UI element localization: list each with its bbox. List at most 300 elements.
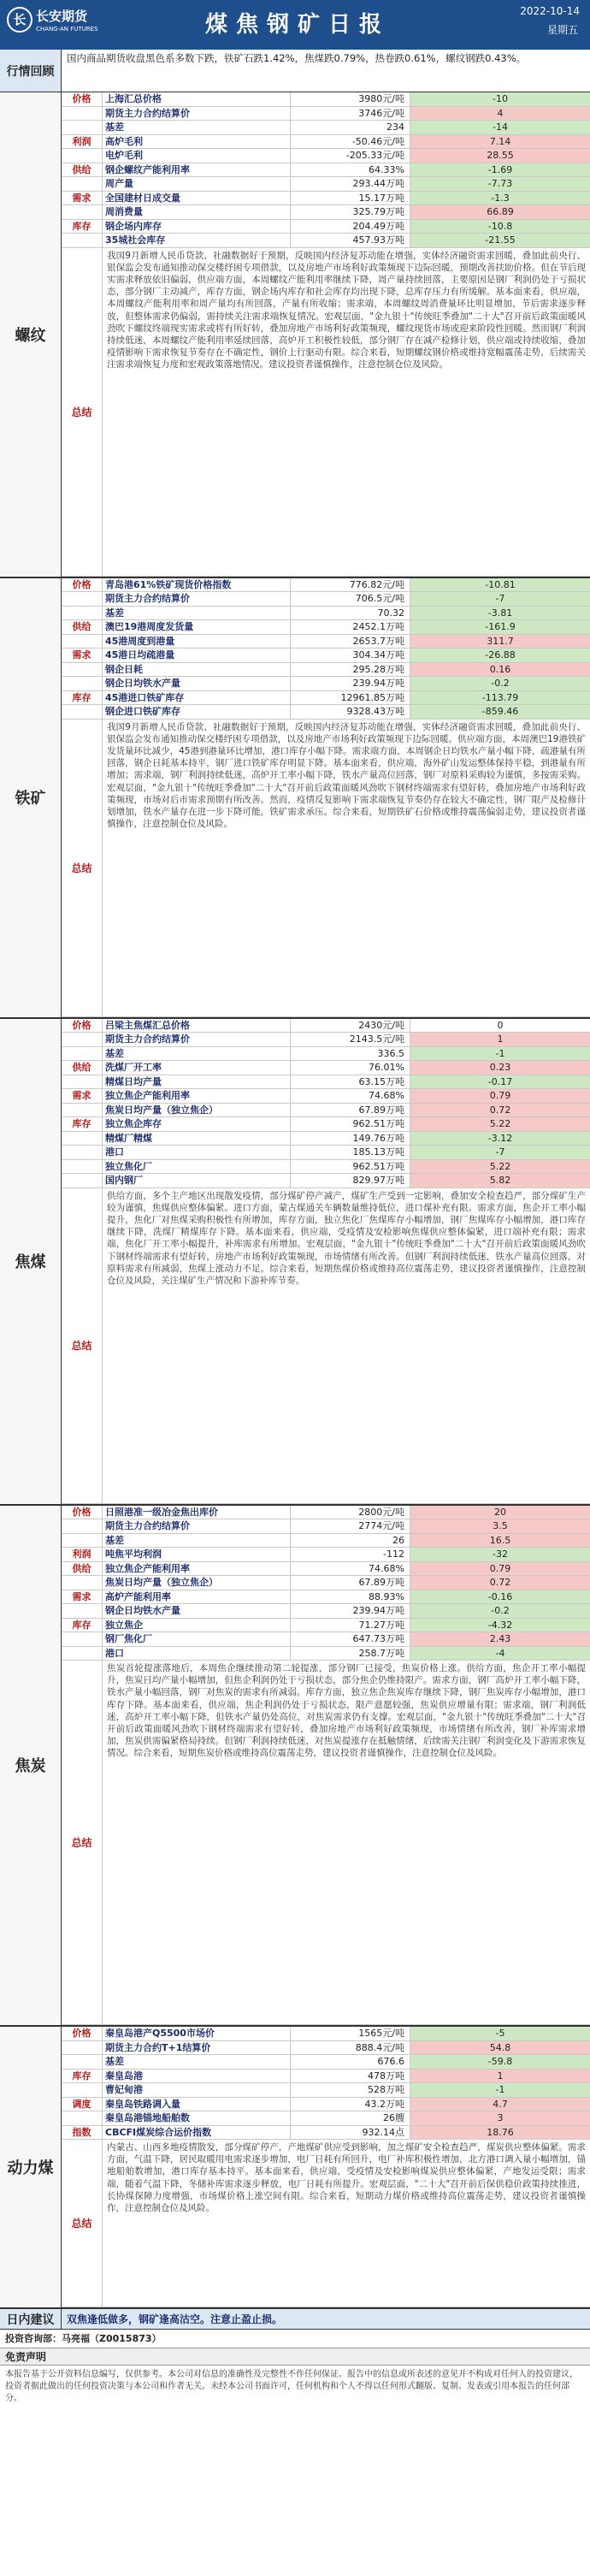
- row-category: [62, 1632, 103, 1646]
- market-review: [0, 50, 590, 92]
- row-change: -1.69: [410, 163, 590, 177]
- row-change: -14: [410, 121, 590, 134]
- table-row: [62, 192, 590, 206]
- row-value: 776.82元/吨: [291, 578, 410, 592]
- row-indicator: 钢企日均铁水产量: [103, 1604, 291, 1618]
- table-row: [62, 592, 590, 607]
- row-change: 5.22: [410, 1117, 590, 1131]
- row-value: -205.33元/吨: [291, 149, 410, 163]
- row-value: 74.68%: [291, 1089, 410, 1103]
- table-row: [62, 121, 590, 135]
- table-row: [62, 1019, 590, 1033]
- row-category: [62, 1534, 103, 1548]
- row-value: 706.5元/吨: [291, 592, 410, 606]
- summary-label: 总结: [62, 2140, 103, 2307]
- row-value: -112: [291, 1548, 410, 1561]
- row-change: 5.82: [410, 1174, 590, 1187]
- row-value: 1565元/吨: [291, 2027, 410, 2040]
- row-indicator: 钢厂焦化厂: [103, 1632, 291, 1646]
- row-indicator: 期货主力合约结算价: [103, 592, 291, 606]
- row-change: -10.8: [410, 220, 590, 234]
- row-indicator: CBCFI煤炭综合运价指数: [103, 2126, 291, 2140]
- row-change: 3.5: [410, 1519, 590, 1533]
- summary-text: 我国9月新增人民币贷款、社融数据好于预期，反映国内经济复苏动能在增强，实体经济融资需求回暖，叠加此前央行、银保监会发布通知推动保交楼纾困专项借款，以及房地产市场利好政策频现下边际回暖，预期改善扶助价格。但在节后现实需求释放依旧偏弱，供应端方面，本周螺纹产能利用率继续下降，周产量持续回落，主要原因是钢厂利润仍处于亏损状态，部分钢厂主动减产，库存方面，钢企场内库存和社会库存均出现下降，总库存压力有所缓解。基本面来看，供应端，本周螺纹产能利用率和周产量均有所回落，产量有所收缩；需求端，本周螺纹周消费量环比明显增加，节后需求逐步释放，但整体需求仍偏弱，需持续关注需求端恢复情况。宏观层面，"金九银十"传统旺季叠加"二十大"召开前后政策面暖风劲吹下螺纹终端现实需求或将有所好转，叠加房地产市场利好政策频现，螺纹现货市场或迎来阶段性回暖。然而钢厂利润持续低迷，本周螺纹产能利用率延续回落，高炉开工积极性较低，部分钢厂存在减产检修计划，供应端或持续收缩，叠加疫情影响下需求恢复节奏存在不确定性，钢价上行驱动有限。综合来看，短期螺纹钢价格或维持宽幅震荡走势，后续需关注需求端恢复力度和宏观政策落地情况。建议投资者谨慎操作，注意控制仓位及风险。: [107, 250, 586, 370]
- row-category: [62, 677, 103, 690]
- row-change: 0: [410, 1019, 590, 1033]
- section-label: 铁矿: [0, 578, 62, 1017]
- row-value: 2143.5元/吨: [291, 1033, 410, 1046]
- row-change: 0.79: [410, 1089, 590, 1103]
- row-indicator: 基差: [103, 121, 291, 134]
- row-change: -0.2: [410, 1604, 590, 1618]
- report-header: [0, 0, 590, 50]
- row-indicator: 35城社会库存: [103, 234, 291, 247]
- row-category: [62, 635, 103, 648]
- row-indicator: 澳巴19港周度发货量: [103, 620, 291, 634]
- table-row: [62, 92, 590, 107]
- table-row: [62, 2126, 590, 2141]
- report-title: 煤焦钢矿日报: [205, 12, 391, 38]
- row-category: 供给: [62, 1061, 103, 1075]
- table-row: [62, 1576, 590, 1590]
- row-value: 64.33%: [291, 163, 410, 177]
- table-row: [62, 663, 590, 678]
- row-change: -0.16: [410, 1590, 590, 1604]
- row-value: 67.89万吨: [291, 1576, 410, 1590]
- row-indicator: 焦炭日均产量（独立焦企）: [103, 1104, 291, 1117]
- row-category: [62, 2041, 103, 2055]
- row-value: 239.94万吨: [291, 677, 410, 690]
- row-category: 供给: [62, 620, 103, 634]
- row-change: 7.14: [410, 135, 590, 149]
- row-indicator: 独立焦企产能利用率: [103, 1562, 291, 1576]
- analyst-line: 投资咨询部：马亮福（Z0015873）: [0, 2330, 590, 2348]
- row-category: [62, 1132, 103, 1146]
- table-row: [62, 578, 590, 593]
- row-change: -3.12: [410, 1132, 590, 1146]
- row-value: 2452.1万吨: [291, 620, 410, 634]
- summary-text: 供给方面，多个主产地区出现散发疫情，部分煤矿停产减产，煤矿生产受到一定影响，叠加安全检查趋严，部分煤矿生产较为谨慎，焦煤供应整体偏紧。进口方面，蒙古煤通关车辆数量维持低位，进口煤补充有限。需求方面，焦企开工率小幅提升，焦化厂对焦煤采购积极性有所增加，库存方面，独立焦化厂焦煤库存小幅增加，钢厂焦煤库存小幅增加，港口库存继续下降，洗煤厂精煤库存下降。基本面来看，供应端，受疫情及安检影响焦煤供应整体偏紧，进口端补充有限；需求端，焦化厂开工率小幅提升，补库需求有所增加。宏观层面，"金九银十"传统旺季叠加"二十大"召开前后政策面暖风劲吹下钢材终端需求有望好转，房地产市场利好政策频现，市场情绪有所改善。但钢厂利润持续低迷，铁水产量高位回落，对原料需求有所减弱，焦煤上涨动力不足。综合来看，短期焦煤价格或维持高位震荡走势，建议投资者谨慎操作，注意控制仓位及风险，关注煤矿生产情况和下游补库节奏。: [107, 1190, 586, 1286]
- row-change: 16.5: [410, 1534, 590, 1548]
- row-indicator: 钢企日均铁水产量: [103, 677, 291, 690]
- company-logo: [7, 5, 98, 43]
- row-indicator: 钢企场内库存: [103, 220, 291, 234]
- table-row: [62, 1160, 590, 1175]
- row-category: [62, 1104, 103, 1117]
- market-review-text: 国内商品期货收盘黑色系多数下跌，铁矿石跌1.42%，焦煤跌0.79%，热卷跌0.61%，螺纹钢跌0.43%。: [67, 52, 527, 64]
- row-change: 0.23: [410, 1061, 590, 1075]
- table-row: [62, 1089, 590, 1104]
- table-row: [62, 107, 590, 121]
- row-value: 185.13万吨: [291, 1146, 410, 1159]
- section-body: [62, 1019, 590, 1504]
- row-indicator: 青岛港61%铁矿现货价格指数: [103, 578, 291, 592]
- row-category: 调度: [62, 2098, 103, 2111]
- row-category: 指数: [62, 2126, 103, 2140]
- row-value: 304.34万吨: [291, 648, 410, 662]
- row-indicator: 焦炭日均产量（独立焦企）: [103, 1576, 291, 1590]
- row-category: 价格: [62, 1506, 103, 1519]
- table-row: [62, 1519, 590, 1534]
- row-change: -5: [410, 2027, 590, 2040]
- section-label: 焦炭: [0, 1506, 62, 2026]
- section-body: [62, 1506, 590, 2026]
- table-row: [62, 691, 590, 706]
- section-summary: [62, 720, 590, 1017]
- row-change: -1.3: [410, 192, 590, 205]
- intraday-advice-label: 日内建议: [0, 2309, 62, 2329]
- row-value: 258.7万吨: [291, 1647, 410, 1661]
- table-row: [62, 1174, 590, 1188]
- row-change: 1: [410, 1033, 590, 1046]
- row-value: 74.68%: [291, 1562, 410, 1576]
- market-review-label: 行情回顾: [0, 50, 62, 92]
- row-value: 204.49万吨: [291, 220, 410, 234]
- row-indicator: 电炉毛利: [103, 149, 291, 163]
- row-category: [62, 1604, 103, 1618]
- row-category: 价格: [62, 578, 103, 592]
- section-summary: [62, 248, 590, 577]
- row-value: 9328.43万吨: [291, 705, 410, 719]
- row-change: 20: [410, 1506, 590, 1519]
- row-indicator: 秦皇岛港锚地船舶数: [103, 2111, 291, 2125]
- row-category: 供给: [62, 1562, 103, 1576]
- commodity-sections: [0, 92, 590, 2309]
- section-body: [62, 578, 590, 1017]
- section-summary: [62, 1661, 590, 2025]
- row-value: 234: [291, 121, 410, 134]
- row-change: 0.79: [410, 1562, 590, 1576]
- table-row: [62, 1117, 590, 1132]
- table-row: [62, 1548, 590, 1562]
- table-row: [62, 635, 590, 649]
- row-change: -26.88: [410, 648, 590, 662]
- table-row: [62, 607, 590, 621]
- table-row: [62, 149, 590, 163]
- row-change: -59.8: [410, 2055, 590, 2069]
- section-coke: [0, 1506, 590, 2028]
- row-change: -0.17: [410, 1075, 590, 1089]
- table-row: [62, 1619, 590, 1633]
- row-category: [62, 607, 103, 620]
- logo-name: 长安期货: [36, 9, 88, 24]
- section-body: [62, 2027, 590, 2307]
- row-category: 需求: [62, 1590, 103, 1604]
- row-value: 932.14点: [291, 2126, 410, 2140]
- row-value: 295.28万吨: [291, 663, 410, 677]
- table-row: [62, 1132, 590, 1146]
- row-category: 利润: [62, 1548, 103, 1561]
- table-row: [62, 705, 590, 720]
- summary-text: 内蒙古、山西多地疫情散发，部分煤矿停产，产地煤矿供应受到影响，加之煤矿安全检查趋严，煤炭供应整体偏紧。需求方面，气温下降，居民取暖用电需求逐步增加，电厂日耗有所回升，电厂补库积极性增加，北方港口调入量小幅增加，锚地船舶数增加，港口库存基本持平。基本面来看，供应端，受疫情及安检影响煤炭供应整体偏紧，产地发运受限；需求端，随着气温下降，冬储补库需求逐步释放，电厂日耗有所提升。宏观层面，"二十大"召开前后保供稳价政策持续推进，长协煤保障力度增强，市场煤价格上涨空间有限。综合来看，短期动力煤价格或维持高位震荡走势，建议投资者谨慎操作，注意控制仓位及风险。: [107, 2142, 586, 2214]
- row-change: 66.89: [410, 205, 590, 219]
- row-category: [62, 1075, 103, 1089]
- section-label: 螺纹: [0, 92, 62, 577]
- row-category: [62, 234, 103, 247]
- table-row: [62, 1506, 590, 1520]
- row-change: 28.55: [410, 149, 590, 163]
- row-change: -859.46: [410, 705, 590, 719]
- row-category: 库存: [62, 1117, 103, 1131]
- row-category: [62, 107, 103, 121]
- table-row: [62, 2111, 590, 2126]
- row-indicator: 独立焦企产能利用率: [103, 1089, 291, 1103]
- intraday-advice: [0, 2309, 590, 2330]
- row-change: -7: [410, 1146, 590, 1159]
- row-value: 43.2万吨: [291, 2098, 410, 2111]
- table-row: [62, 2098, 590, 2112]
- row-indicator: 45港日均疏港量: [103, 648, 291, 662]
- row-change: 0.72: [410, 1576, 590, 1590]
- row-value: 26: [291, 1534, 410, 1548]
- row-category: [62, 1160, 103, 1174]
- table-row: [62, 1047, 590, 1062]
- row-value: 336.5: [291, 1047, 410, 1061]
- row-indicator: 周消费量: [103, 205, 291, 219]
- row-change: -113.79: [410, 691, 590, 705]
- table-row: [62, 2041, 590, 2056]
- row-change: 2.43: [410, 1632, 590, 1646]
- row-indicator: 上海汇总价格: [103, 92, 291, 106]
- summary-label: 总结: [62, 1661, 103, 2024]
- row-indicator: 期货主力合约结算价: [103, 107, 291, 121]
- section-body: [62, 92, 590, 577]
- table-row: [62, 2070, 590, 2084]
- row-change: -1: [410, 2083, 590, 2097]
- summary-text: 焦炭首轮提涨落地后，本周焦企继续推动第二轮提涨，部分钢厂已接受，焦炭价格上涨。供给方面，焦企开工率小幅提升，焦炭日均产量小幅增加，但焦企利润仍处于亏损状态，部分焦企仍维持限产。需求方面，钢厂高炉开工率小幅下降，铁水产量小幅回落，钢厂对焦炭的需求有所减弱。库存方面，独立焦企焦炭库存继续下降，钢厂焦炭库存小幅增加，港口库存下降。基本面来看，供应端，焦企利润仍处于亏损状态，限产意愿较强，焦炭供应增量有限；需求端，钢厂利润低迷，高炉开工率小幅下降，但铁水产量仍处高位，对焦炭需求仍有支撑。宏观层面，"金九银十"传统旺季叠加"二十大"召开前后政策面暖风劲吹下钢材终端需求有望好转，叠加房地产市场利好政策频现，市场情绪有所改善，钢厂补库需求增加，焦炭供需偏紧格局持续。但钢厂利润持续低迷，对焦炭提涨存在抵触情绪，后续需关注钢厂利润变化及下游需求恢复情况。综合来看，短期焦炭价格或维持高位震荡走势，建议投资者谨慎操作，注意控制仓位及风险。: [107, 1663, 586, 1759]
- row-change: 311.7: [410, 635, 590, 648]
- row-change: 18.76: [410, 2126, 590, 2140]
- row-category: [62, 2083, 103, 2097]
- table-row: [62, 1647, 590, 1661]
- row-value: 528万吨: [291, 2083, 410, 2097]
- table-row: [62, 220, 590, 234]
- row-indicator: 秦皇岛铁路调入量: [103, 2098, 291, 2111]
- row-indicator: 吕梁主焦煤汇总价格: [103, 1019, 291, 1033]
- row-value: 2653.7万吨: [291, 635, 410, 648]
- row-indicator: 精煤厂精煤: [103, 1132, 291, 1146]
- row-indicator: 曹妃甸港: [103, 2083, 291, 2097]
- row-change: -7: [410, 592, 590, 606]
- intraday-advice-text: 双焦逢低做多，钢矿逢高沽空。注意止盈止损。: [67, 2313, 283, 2325]
- row-value: 2800元/吨: [291, 1506, 410, 1519]
- row-indicator: 全国建材日成交量: [103, 192, 291, 205]
- table-row: [62, 620, 590, 635]
- row-category: 库存: [62, 691, 103, 705]
- row-category: [62, 177, 103, 191]
- section-iron: [0, 578, 590, 1019]
- row-change: -32: [410, 1548, 590, 1561]
- section-label: 动力煤: [0, 2027, 62, 2307]
- row-category: 供给: [62, 163, 103, 177]
- row-category: [62, 2111, 103, 2125]
- row-category: 库存: [62, 220, 103, 234]
- row-value: 325.79万吨: [291, 205, 410, 219]
- row-change: -10.81: [410, 578, 590, 592]
- report-weekday: 星期五: [546, 24, 578, 36]
- row-category: [62, 205, 103, 219]
- table-row: [62, 648, 590, 663]
- row-category: 价格: [62, 2027, 103, 2040]
- row-category: [62, 1146, 103, 1159]
- row-category: 价格: [62, 1019, 103, 1033]
- section-summary: [62, 2140, 590, 2307]
- row-value: 962.51万吨: [291, 1160, 410, 1174]
- row-value: 478万吨: [291, 2070, 410, 2083]
- summary-text: 我国9月新增人民币贷款、社融数据好于预期，反映国内经济复苏动能在增强，实体经济融资需求回暖，叠加此前央行、银保监会发布通知推动保交楼纾困专项借款，以及房地产市场利好政策频现下边际回暖。供应端方面，本周澳巴19港铁矿发货量环比减少，45港到港量环比增加，港口库存小幅下降。需求端方面，本周钢企日均铁水产量小幅下降，疏港量有所回落，钢企日耗基本持平，钢厂进口铁矿库存明显下降。基本面来看，供应端，海外矿山发运整体保持平稳，到港量有所增加；需求端，钢厂利润持续低迷，高炉开工率小幅下降，铁水产量高位回落，钢厂对原料采购较为谨慎，多按需采购。宏观层面，"金九银十"传统旺季叠加"二十大"召开前后政策面暖风劲吹下钢材终端需求有望好转，叠加房地产市场利好政策频现，市场对后市需求预期有所改善。然而，疫情反复影响下需求端恢复节奏仍存在较大不确定性，钢厂限产及检修计划增加，铁水产量存在进一步下降可能，铁矿需求承压。综合来看，短期铁矿石价格或维持震荡偏弱走势，建议投资者谨慎操作，注意控制仓位及风险。: [107, 721, 586, 830]
- table-row: [62, 1590, 590, 1605]
- table-row: [62, 677, 590, 691]
- row-category: 需求: [62, 192, 103, 205]
- row-change: -161.9: [410, 620, 590, 634]
- logo-icon: 长: [7, 7, 32, 33]
- row-change: -0.2: [410, 677, 590, 690]
- row-value: 293.44万吨: [291, 177, 410, 191]
- row-change: 0.72: [410, 1104, 590, 1117]
- row-value: 71.27万吨: [291, 1619, 410, 1632]
- table-row: [62, 1632, 590, 1647]
- row-value: 3746元/吨: [291, 107, 410, 121]
- row-value: 88.93%: [291, 1590, 410, 1604]
- row-category: 利润: [62, 135, 103, 149]
- summary-label: 总结: [62, 720, 103, 1016]
- row-value: 3980元/吨: [291, 92, 410, 106]
- row-value: 829.97万吨: [291, 1174, 410, 1187]
- row-change: -7.73: [410, 177, 590, 191]
- row-indicator: 精煤日均产量: [103, 1075, 291, 1089]
- table-row: [62, 163, 590, 178]
- row-category: [62, 705, 103, 719]
- row-indicator: 周产量: [103, 177, 291, 191]
- table-row: [62, 1061, 590, 1075]
- row-indicator: 高炉产能利用率: [103, 1590, 291, 1604]
- table-row: [62, 1104, 590, 1118]
- table-row: [62, 2055, 590, 2070]
- row-value: 962.51万吨: [291, 1117, 410, 1131]
- row-indicator: 洗煤厂开工率: [103, 1061, 291, 1075]
- row-value: 15.17万吨: [291, 192, 410, 205]
- table-row: [62, 1534, 590, 1549]
- row-change: -3.81: [410, 607, 590, 620]
- row-change: 1: [410, 2070, 590, 2083]
- row-change: -4: [410, 1647, 590, 1661]
- row-indicator: 秦皇岛港产Q5500市场价: [103, 2027, 291, 2040]
- row-change: 0.16: [410, 663, 590, 677]
- table-row: [62, 1562, 590, 1577]
- table-row: [62, 1075, 590, 1090]
- row-value: 12961.85万吨: [291, 691, 410, 705]
- row-indicator: 独立焦企: [103, 1619, 291, 1632]
- row-indicator: 基差: [103, 607, 291, 620]
- row-category: [62, 1033, 103, 1046]
- row-value: 2774元/吨: [291, 1519, 410, 1533]
- row-category: 价格: [62, 92, 103, 106]
- section-thermal: [0, 2027, 590, 2309]
- table-row: [62, 1146, 590, 1160]
- table-row: [62, 2027, 590, 2041]
- row-value: 2430元/吨: [291, 1019, 410, 1033]
- row-indicator: 基差: [103, 2055, 291, 2069]
- table-row: [62, 1604, 590, 1619]
- row-category: [62, 1519, 103, 1533]
- summary-label: 总结: [62, 1188, 103, 1503]
- row-value: 76.01%: [291, 1061, 410, 1075]
- row-category: 库存: [62, 2070, 103, 2083]
- row-indicator: 港口: [103, 1647, 291, 1661]
- table-row: [62, 1033, 590, 1047]
- row-category: [62, 1047, 103, 1061]
- row-indicator: 45港进口铁矿库存: [103, 691, 291, 705]
- row-category: 需求: [62, 1089, 103, 1103]
- row-indicator: 基差: [103, 1047, 291, 1061]
- row-change: -21.55: [410, 234, 590, 247]
- row-category: [62, 121, 103, 134]
- row-category: [62, 663, 103, 677]
- row-indicator: 钢企日耗: [103, 663, 291, 677]
- logo-english: CHANG-AN FUTURES: [36, 26, 98, 33]
- row-change: 54.8: [410, 2041, 590, 2055]
- row-value: 67.89万吨: [291, 1104, 410, 1117]
- row-category: 库存: [62, 1619, 103, 1632]
- row-value: 63.15万吨: [291, 1075, 410, 1089]
- row-change: -1: [410, 1047, 590, 1061]
- row-category: 需求: [62, 648, 103, 662]
- row-category: [62, 2055, 103, 2069]
- row-change: 3: [410, 2111, 590, 2125]
- section-summary: [62, 1188, 590, 1504]
- row-value: 70.32: [291, 607, 410, 620]
- row-category: [62, 592, 103, 606]
- row-value: 239.94万吨: [291, 1604, 410, 1618]
- row-indicator: 吨焦平均利润: [103, 1548, 291, 1561]
- row-indicator: 独立焦化厂: [103, 1160, 291, 1174]
- summary-label: 总结: [62, 248, 103, 576]
- row-value: 676.6: [291, 2055, 410, 2069]
- row-indicator: 高炉毛利: [103, 135, 291, 149]
- row-category: [62, 1647, 103, 1661]
- row-indicator: 独立焦企库存: [103, 1117, 291, 1131]
- row-change: 5.22: [410, 1160, 590, 1174]
- row-category: [62, 149, 103, 163]
- table-row: [62, 2083, 590, 2098]
- section-label: 焦煤: [0, 1019, 62, 1504]
- row-indicator: 期货主力合约结算价: [103, 1033, 291, 1046]
- table-row: [62, 177, 590, 192]
- table-row: [62, 135, 590, 150]
- row-indicator: 钢企螺纹产能利用率: [103, 163, 291, 177]
- section-rebar: [0, 92, 590, 578]
- row-change: 4.7: [410, 2098, 590, 2111]
- row-change: 4: [410, 107, 590, 121]
- row-indicator: 港口: [103, 1146, 291, 1159]
- row-category: [62, 1174, 103, 1187]
- section-coking_coal: [0, 1019, 590, 1506]
- row-indicator: 45港周度到港量: [103, 635, 291, 648]
- row-value: 647.73万吨: [291, 1632, 410, 1646]
- disclaimer-text: 本报告基于公开资料信息编写，仅供参考。本公司对信息的准确性及完整性不作任何保证。报告中的信息或所表述的意见并不构成对任何人的投资建议，投资者据此做出的任何投资决策与本公司和作者无关。未经本公司书面许可，任何机构和个人不得以任何形式翻版、复制、发表或引用本报告的任何部分。: [5, 2370, 578, 2403]
- table-row: [62, 205, 590, 220]
- row-indicator: 日照港准一级冶金焦出库价: [103, 1506, 291, 1519]
- row-value: 149.76万吨: [291, 1132, 410, 1146]
- row-change: -10: [410, 92, 590, 106]
- row-category: [62, 1576, 103, 1590]
- row-indicator: 国内钢厂: [103, 1174, 291, 1187]
- row-indicator: 期货主力合约T+1结算价: [103, 2041, 291, 2055]
- row-value: 457.93万吨: [291, 234, 410, 247]
- row-value: -50.46元/吨: [291, 135, 410, 149]
- row-change: -4.32: [410, 1619, 590, 1632]
- row-indicator: 基差: [103, 1534, 291, 1548]
